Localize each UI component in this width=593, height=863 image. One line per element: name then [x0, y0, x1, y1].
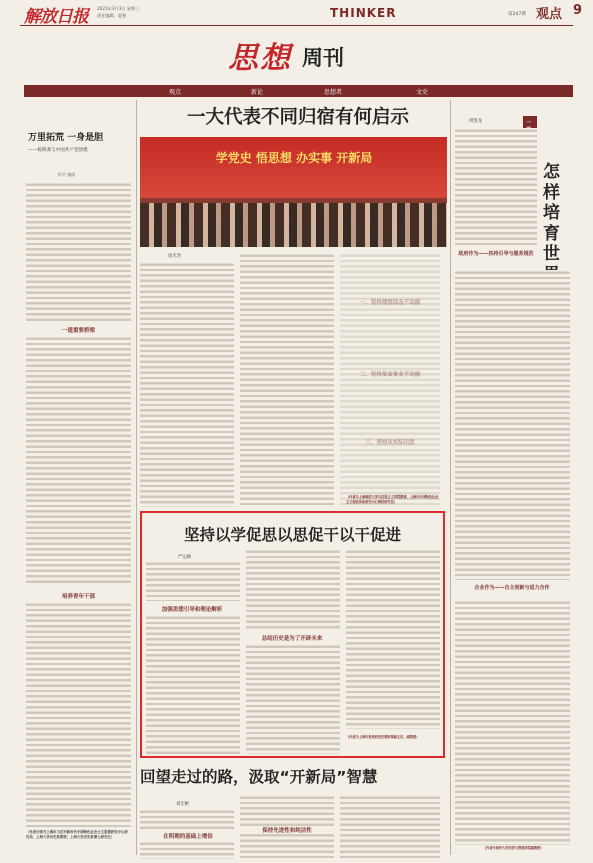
- right-vertical-title: 怎样培育世: [543, 162, 560, 264]
- left-article-body: [26, 336, 131, 586]
- banner-title-art: 思想: [228, 41, 292, 76]
- article-2-body: [146, 615, 240, 755]
- right-subhead-1: 政府作为——扶持引导与服务規范: [458, 251, 534, 257]
- article-3-author: 刘宏彬: [176, 802, 190, 807]
- article-3-body: [140, 809, 234, 829]
- left-subhead-2: 培养青年干部: [61, 594, 95, 600]
- article-1-body: [240, 253, 334, 507]
- issue-date: 2021年3月3日 星期三: [97, 6, 140, 11]
- section-cn: 观点: [536, 7, 563, 22]
- left-column: [24, 100, 133, 855]
- section-en: THINKER: [330, 6, 397, 20]
- banner-title-suffix: 周刊: [302, 46, 344, 70]
- article-1-body: [140, 262, 234, 507]
- article-1-body: [340, 253, 440, 507]
- article-2-subhead-2: 总结历史是为了开辟未来: [261, 636, 323, 642]
- article-3-subhead-2: 保持先进性和纯洁性: [240, 826, 334, 834]
- left-subhead-1: 一道重要桥梁: [61, 328, 95, 334]
- right-author-note: （作者为同济大学经济与管理学院副教授）: [483, 846, 544, 850]
- nav-item[interactable]: 思想者: [324, 89, 343, 96]
- article-3-body: [140, 841, 234, 859]
- article-2-body: [246, 644, 340, 754]
- article-2-author: 严运楠: [178, 555, 192, 560]
- article-2-title: 坚持以学促思以思促干以干促进: [183, 526, 401, 544]
- right-body: [455, 128, 537, 248]
- left-article-author: 忻平 杨阳: [58, 172, 76, 177]
- right-subhead-2: 企业作为——自主创新与适力合作: [474, 585, 550, 591]
- left-article-subtitle: ——杨明斋与中国共产党创建: [28, 148, 88, 153]
- nav-item[interactable]: 文史: [416, 89, 429, 96]
- article-2-author-note: （作者为上海市委党校党史教研部副主任、副教授）: [346, 735, 420, 739]
- article-1-author-note: （作者为上海师范大学马克思主义学院教授、上海市中国特色社会主义理论体系研究中心特约研究员）: [346, 495, 439, 504]
- highlighted-article: [140, 511, 445, 758]
- article-3-subhead-1: 在明理的基础上增信: [163, 834, 213, 840]
- article-2-body: [246, 549, 340, 629]
- editor-line: 责任编辑：夏斐: [97, 13, 127, 18]
- left-author-note: （作者分别为上海市习近平新时代中国特色社会主义思想研究中心研究员、上海大学历史系教授；上海大学历史系博士研究生）: [26, 830, 128, 839]
- left-article-body: [26, 602, 131, 827]
- nav-item[interactable]: 观点: [169, 89, 182, 96]
- article-2-subhead-1: 加强思想引导和理论解析: [161, 607, 223, 613]
- main-headline: 一大代表不同归宿有何启示: [186, 107, 409, 128]
- right-author: 周凯龙: [469, 119, 483, 124]
- left-article-title: 万里拓荒 一身是胆: [28, 133, 104, 143]
- weekly-interview-label: 一: [526, 120, 532, 126]
- left-article-body: [26, 182, 131, 322]
- right-column: [453, 100, 573, 855]
- banner: [24, 30, 573, 80]
- section-nav: [24, 85, 573, 97]
- newspaper-logo: 解放日报: [24, 7, 88, 27]
- nav-item[interactable]: 新论: [251, 89, 264, 96]
- article-1-author: 徐光寿: [168, 254, 182, 259]
- issue-number: 第247期: [508, 12, 526, 17]
- article-2-body: [346, 549, 440, 729]
- article-3-title: 回望走过的路，汲取“开新局”智慧: [140, 768, 378, 786]
- article-3-body: [340, 795, 440, 859]
- right-body: [455, 270, 570, 580]
- news-photo: [140, 137, 447, 247]
- right-body: [455, 600, 570, 845]
- page-number: 9: [573, 3, 583, 18]
- photo-banner-text: 学党史 悟思想 办实事 开新局: [215, 151, 373, 165]
- article-2-body: [146, 561, 240, 601]
- masthead: [0, 0, 593, 28]
